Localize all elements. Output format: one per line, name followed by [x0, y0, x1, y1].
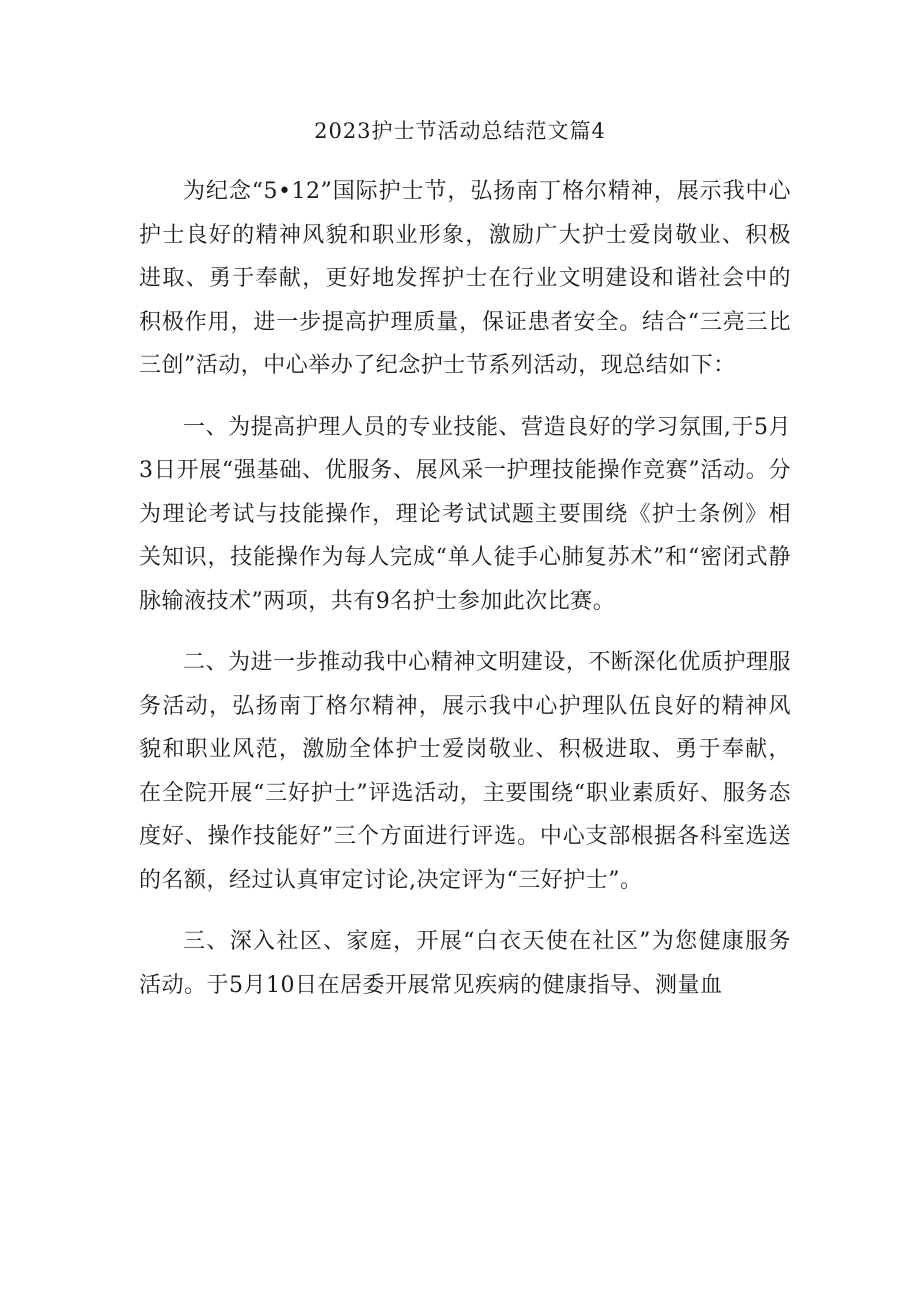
paragraph-section-3: 三、深入社区、家庭，开展“白衣天使在社区”为您健康服务活动。于5月10日在居委开展常见疾病的健康指导、测量血 [139, 929, 791, 998]
paragraph-section-2: 二、为进一步推动我中心精神文明建设，不断深化优质护理服务活动，弘扬南丁格尔精神，展示我中心护理队伍良好的精神风貌和职业风范，激励全体护士爱岗敬业、积极进取、勇于奉献，在全院开展“三好护士”评选活动，主要围绕“职业素质好、服务态度好、操作技能好”三个方面进行评选。中心支部根据各科室选送的名额，经过认真审定讨论,决定评为“三好护士”。 [139, 650, 791, 893]
paragraph-intro: 为纪念“5•12”国际护士节，弘扬南丁格尔精神，展示我中心护士良好的精神风貌和职业形象，激励广大护士爱岗敬业、积极进取、勇于奉献，更好地发挥护士在行业文明建设和谐社会中的积极作用，进一步提高护理质量，保证患者安全。结合“三亮三比三创”活动，中心举办了纪念护士节系列活动，现总结如下： [139, 179, 791, 378]
paragraph-section-1: 一、为提高护理人员的专业技能、营造良好的学习氛围,于5月3日开展“强基础、优服务、展风采一护理技能操作竞赛”活动。分为理论考试与技能操作，理论考试试题主要围绕《护士条例》相关知识，技能操作为每人完成“单人徒手心肺复苏术”和“密闭式静脉输液技术”两项，共有9名护士参加此次比赛。 [139, 414, 791, 614]
document-title: 2023护士节活动总结范文篇4 [314, 119, 606, 143]
document-body [139, 170, 791, 1025]
